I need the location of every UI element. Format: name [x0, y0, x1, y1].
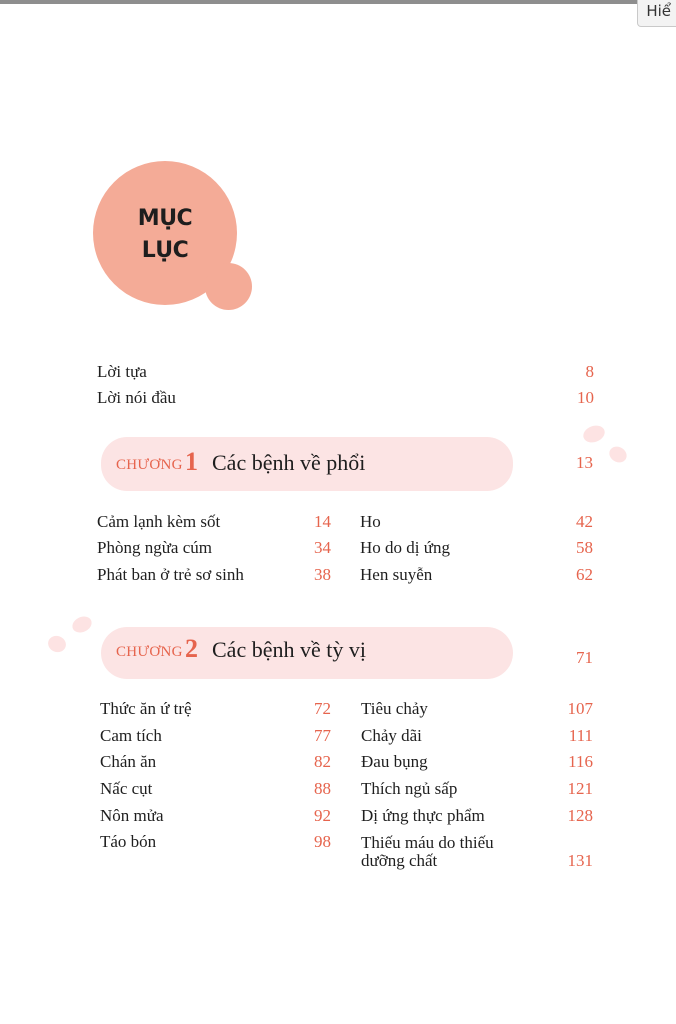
- entry-page: 128: [567, 806, 593, 825]
- entry-label: Cam tích: [100, 726, 162, 745]
- entry-label: Thức ăn ứ trệ: [100, 699, 192, 718]
- chapter-keyword: CHƯƠNG: [116, 457, 183, 473]
- entry-page: 131: [567, 851, 593, 870]
- entry-label: Thiếu máu do thiếu: [361, 833, 494, 852]
- entry-label-line-2: dưỡng chất: [361, 851, 438, 870]
- entry-page: 58: [576, 538, 593, 557]
- entry-label: Lời nói đầu: [97, 388, 176, 407]
- entry-label: Phát ban ở trẻ sơ sinh: [97, 565, 244, 584]
- toc-circle-dot: [205, 263, 252, 310]
- entry-label: Phòng ngừa cúm: [97, 538, 212, 557]
- entry-label: Ho: [360, 512, 381, 531]
- entry-page: 77: [314, 726, 331, 745]
- decor-blob: [581, 423, 607, 446]
- entry-label: Ho do dị ứng: [360, 538, 450, 557]
- entry-page: 8: [585, 362, 594, 381]
- entry-page: 116: [568, 752, 593, 771]
- hint-tab[interactable]: Hiể: [637, 0, 676, 27]
- entry-label: Chán ăn: [100, 752, 157, 771]
- chapter-title: Các bệnh về tỳ vị: [212, 637, 366, 662]
- entry-label: Hen suyễn: [360, 565, 433, 584]
- chapter-title: Các bệnh về phổi: [212, 450, 366, 475]
- entry-page: 34: [314, 538, 331, 557]
- entry-page: 42: [576, 512, 593, 531]
- entry-label: Dị ứng thực phẩm: [361, 806, 485, 825]
- chapter-number: 2: [185, 634, 198, 663]
- entry-label: Tiêu chảy: [361, 699, 428, 718]
- entry-page: 82: [314, 752, 331, 771]
- entry-page: 98: [314, 832, 331, 851]
- entry-page: 72: [314, 699, 331, 718]
- entry-page: 38: [314, 565, 331, 584]
- toc-entry[interactable]: [361, 833, 593, 873]
- decor-blob: [606, 444, 629, 466]
- entry-page: 88: [314, 779, 331, 798]
- chapter-number: 1: [185, 447, 198, 476]
- entry-page: 14: [314, 512, 331, 531]
- entry-label: Táo bón: [100, 832, 157, 851]
- entry-page: 107: [567, 699, 593, 718]
- entry-label: Nôn mửa: [100, 806, 164, 825]
- entry-label: Đau bụng: [361, 752, 428, 771]
- decor-blob: [70, 613, 94, 635]
- decor-blob: [46, 633, 68, 654]
- entry-label: Cảm lạnh kèm sốt: [97, 512, 221, 531]
- entry-page: 10: [577, 388, 594, 407]
- entry-label: Chảy dãi: [361, 726, 422, 745]
- chapter-page: 13: [576, 453, 593, 472]
- entry-label: Thích ngủ sấp: [361, 779, 458, 798]
- entry-label: Lời tựa: [97, 362, 147, 381]
- top-border: [0, 0, 676, 4]
- entry-page: 111: [568, 726, 593, 745]
- chapter-page: 71: [576, 648, 593, 667]
- chapter-keyword: CHƯƠNG: [116, 644, 183, 660]
- entry-label: Nấc cụt: [100, 779, 153, 798]
- entry-page: 62: [576, 565, 593, 584]
- toc-title-line-1: MỤC: [137, 206, 193, 231]
- entry-page: 92: [314, 806, 331, 825]
- toc-title-line-2: LỤC: [141, 238, 189, 263]
- toc-title: [93, 203, 237, 267]
- entry-page: 121: [567, 779, 593, 798]
